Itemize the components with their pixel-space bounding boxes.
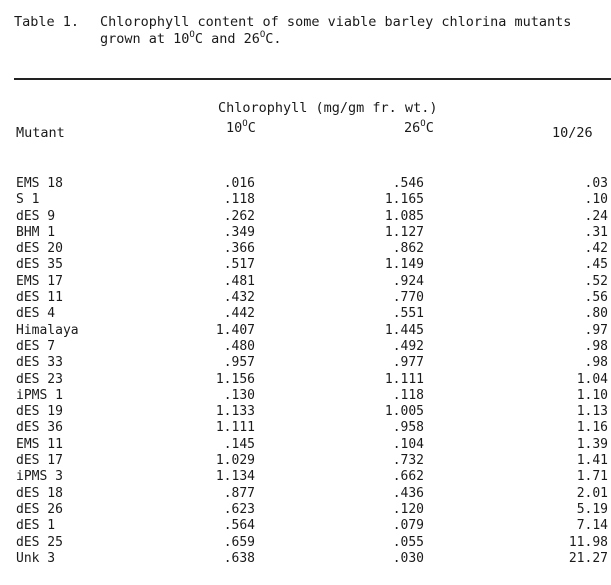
chlorophyll-10c-cell: 1.111 <box>215 420 255 436</box>
chlorophyll-10c-cell: .481 <box>223 273 255 289</box>
table-row <box>0 339 611 355</box>
mutant-name-cell: dES 4 <box>16 306 56 322</box>
mutant-name-cell: Unk 3 <box>16 550 56 566</box>
table-body <box>0 176 611 567</box>
chlorophyll-26c-cell: .104 <box>392 436 424 452</box>
ratio-cell: .98 <box>584 338 608 354</box>
chlorophyll-26c-cell: .546 <box>392 176 424 191</box>
chlorophyll-26c-cell: .120 <box>392 501 424 517</box>
chlorophyll-26c-cell: .958 <box>392 420 424 436</box>
ratio-column-header: 10/26 <box>552 125 593 141</box>
caption-label: Table 1. <box>14 14 80 30</box>
chlorophyll-26c-cell: 1.085 <box>384 208 424 224</box>
temp-26-value: 26 <box>404 120 421 136</box>
table-row <box>0 502 611 518</box>
chlorophyll-10c-cell: .957 <box>223 355 255 371</box>
ratio-cell: .31 <box>584 224 608 240</box>
chlorophyll-26c-cell: .492 <box>392 338 424 354</box>
ratio-cell: 11.98 <box>568 534 608 550</box>
mutant-name-cell: dES 17 <box>16 453 63 469</box>
mutant-name-cell: dES 9 <box>16 208 56 224</box>
mutant-name-cell: dES 18 <box>16 485 63 501</box>
table-row <box>0 192 611 208</box>
chlorophyll-10c-cell: 1.156 <box>215 371 255 387</box>
table-row <box>0 241 611 257</box>
chlorophyll-10c-cell: 1.407 <box>215 322 255 338</box>
chlorophyll-10c-cell: .517 <box>223 257 255 273</box>
mutant-name-cell: dES 19 <box>16 404 63 420</box>
chlorophyll-26c-cell: .662 <box>392 469 424 485</box>
mutant-name-cell: dES 1 <box>16 518 56 534</box>
ratio-cell: 1.71 <box>576 469 608 485</box>
ratio-cell: .97 <box>584 322 608 338</box>
ratio-cell: .98 <box>584 355 608 371</box>
chlorophyll-10c-cell: .145 <box>223 436 255 452</box>
chlorophyll-26c-cell: .436 <box>392 485 424 501</box>
table-row <box>0 388 611 404</box>
mutant-name-cell: BHM 1 <box>16 224 56 240</box>
table-row <box>0 437 611 453</box>
table-row <box>0 404 611 420</box>
ratio-cell: 7.14 <box>576 518 608 534</box>
chlorophyll-26c-cell: .770 <box>392 290 424 306</box>
table-top-rule <box>14 78 611 80</box>
table-row <box>0 355 611 371</box>
chlorophyll-26c-cell: 1.005 <box>384 404 424 420</box>
mutant-column-header: Mutant <box>16 125 65 141</box>
mutant-name-cell: dES 11 <box>16 290 63 306</box>
mutant-name-cell: S 1 <box>16 192 40 208</box>
table-row <box>0 486 611 502</box>
chlorophyll-10c-cell: .366 <box>223 241 255 257</box>
table-row <box>0 290 611 306</box>
table-row <box>0 257 611 273</box>
mutant-name-cell: dES 26 <box>16 501 63 517</box>
table-row <box>0 518 611 534</box>
table-row <box>0 453 611 469</box>
ratio-cell: 2.01 <box>576 485 608 501</box>
mutant-name-cell: dES 7 <box>16 338 56 354</box>
ratio-cell: .03 <box>584 176 608 191</box>
chlorophyll-26c-cell: .732 <box>392 453 424 469</box>
chlorophyll-10c-cell: 1.133 <box>215 404 255 420</box>
degree-sup: O <box>189 30 195 40</box>
table-row <box>0 551 611 567</box>
chlorophyll-10c-cell: .432 <box>223 290 255 306</box>
table-row <box>0 274 611 290</box>
ratio-cell: 1.39 <box>576 436 608 452</box>
ratio-cell: .42 <box>584 241 608 257</box>
chlorophyll-10c-cell: 1.134 <box>215 469 255 485</box>
table-row <box>0 469 611 485</box>
chlorophyll-10c-cell: .659 <box>223 534 255 550</box>
table-caption <box>14 14 571 48</box>
ratio-cell: .45 <box>584 257 608 273</box>
chlorophyll-26c-cell: .118 <box>392 387 424 403</box>
table-row <box>0 176 611 192</box>
mutant-name-cell: iPMS 1 <box>16 387 63 403</box>
ratio-cell: .80 <box>584 306 608 322</box>
caption-end-text: C. <box>265 31 282 47</box>
chlorophyll-26c-cell: .030 <box>392 550 424 566</box>
table-row <box>0 225 611 241</box>
chlorophyll-26c-cell: 1.149 <box>384 257 424 273</box>
temp-10-value: 10 <box>226 120 243 136</box>
table-row <box>0 323 611 339</box>
caption-temp-26-text: C and 26 <box>194 31 260 47</box>
ratio-cell: 1.10 <box>576 387 608 403</box>
temp-10-column-header <box>226 120 256 136</box>
degree-sup: O <box>259 30 266 40</box>
chlorophyll-10c-cell: .623 <box>223 501 255 517</box>
chlorophyll-26c-cell: .079 <box>392 518 424 534</box>
chlorophyll-group-header: Chlorophyll (mg/gm fr. wt.) <box>218 100 438 116</box>
mutant-name-cell: dES 35 <box>16 257 63 273</box>
ratio-cell: .56 <box>584 290 608 306</box>
chlorophyll-10c-cell: .118 <box>223 192 255 208</box>
degree-sup: O <box>420 119 426 129</box>
chlorophyll-26c-cell: 1.111 <box>384 371 424 387</box>
chlorophyll-26c-cell: .055 <box>392 534 424 550</box>
caption-line-2 <box>14 31 571 48</box>
table-row <box>0 535 611 551</box>
chlorophyll-10c-cell: .564 <box>223 518 255 534</box>
ratio-cell: 21.27 <box>568 550 608 566</box>
mutant-name-cell: dES 33 <box>16 355 63 371</box>
ratio-cell: 5.19 <box>576 501 608 517</box>
mutant-name-cell: dES 25 <box>16 534 63 550</box>
mutant-name-cell: EMS 17 <box>16 273 63 289</box>
degree-sup: O <box>242 119 248 129</box>
table-row <box>0 372 611 388</box>
caption-temp-10-text: grown at 10 <box>100 31 190 47</box>
temp-26-unit: C <box>425 120 434 136</box>
chlorophyll-26c-cell: 1.127 <box>384 224 424 240</box>
chlorophyll-10c-cell: .877 <box>223 485 255 501</box>
header-spacer <box>14 155 611 156</box>
temp-26-column-header <box>404 120 434 136</box>
table-row <box>0 306 611 322</box>
chlorophyll-26c-cell: .977 <box>392 355 424 371</box>
chlorophyll-10c-cell: .349 <box>223 224 255 240</box>
mutant-name-cell: Himalaya <box>16 322 79 338</box>
chlorophyll-10c-cell: 1.029 <box>215 453 255 469</box>
ratio-cell: 1.41 <box>576 453 608 469</box>
table-row <box>0 420 611 436</box>
chlorophyll-26c-cell: 1.445 <box>384 322 424 338</box>
chlorophyll-10c-cell: .016 <box>223 176 255 191</box>
chlorophyll-26c-cell: .862 <box>392 241 424 257</box>
chlorophyll-10c-cell: .480 <box>223 338 255 354</box>
caption-line-1: Chlorophyll content of some viable barley chlorina mutants <box>100 14 572 30</box>
ratio-cell: 1.16 <box>576 420 608 436</box>
ratio-cell: .52 <box>584 273 608 289</box>
ratio-cell: .10 <box>584 192 608 208</box>
temp-10-unit: C <box>247 120 256 136</box>
ratio-cell: .24 <box>584 208 608 224</box>
chlorophyll-26c-cell: 1.165 <box>384 192 424 208</box>
mutant-name-cell: EMS 11 <box>16 436 63 452</box>
mutant-name-cell: EMS 18 <box>16 176 63 191</box>
mutant-name-cell: dES 36 <box>16 420 63 436</box>
chlorophyll-26c-cell: .924 <box>392 273 424 289</box>
chlorophyll-10c-cell: .262 <box>223 208 255 224</box>
mutant-name-cell: dES 20 <box>16 241 63 257</box>
ratio-cell: 1.04 <box>576 371 608 387</box>
chlorophyll-10c-cell: .130 <box>223 387 255 403</box>
mutant-name-cell: dES 23 <box>16 371 63 387</box>
chlorophyll-26c-cell: .551 <box>392 306 424 322</box>
table-row <box>0 209 611 225</box>
chlorophyll-10c-cell: .442 <box>223 306 255 322</box>
ratio-cell: 1.13 <box>576 404 608 420</box>
chlorophyll-10c-cell: .638 <box>223 550 255 566</box>
mutant-name-cell: iPMS 3 <box>16 469 63 485</box>
